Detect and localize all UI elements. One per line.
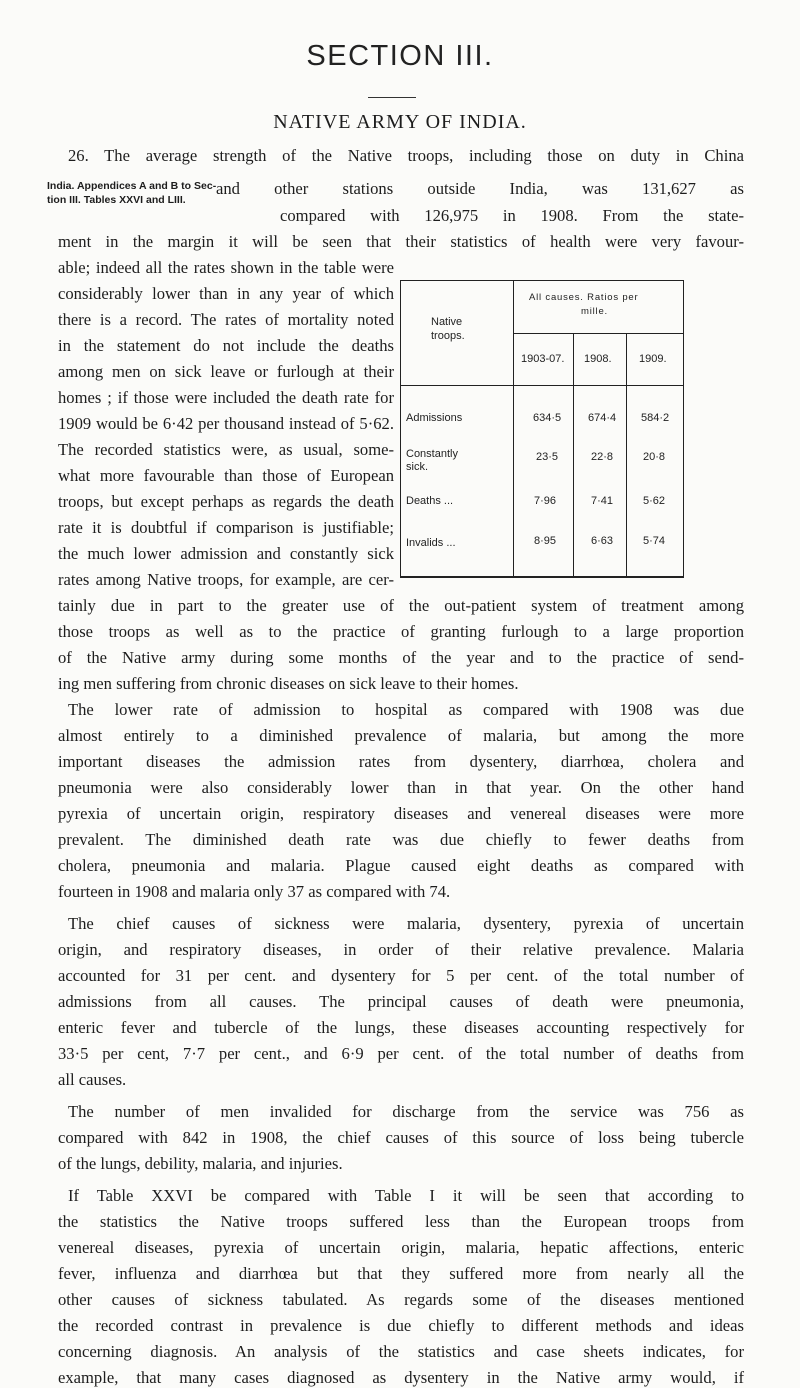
text-line: origin, and respiratory diseases, in order of their relative prevalence. Malaria (58, 940, 744, 959)
text-line: The lower rate of admission to hospital as compared with 1908 was due (68, 700, 744, 719)
text-line: other causes of sickness tabulated. As regards some of the diseases mentioned (58, 1290, 744, 1309)
chapter-title: NATIVE ARMY OF INDIA. (273, 111, 527, 133)
table-cell: 20·8 (643, 451, 666, 463)
text-line: there is a record. The rates of mortality noted (58, 310, 394, 329)
text-line: ing men suffering from chronic diseases on sick leave to their homes. (58, 674, 519, 693)
row-label-admissions: Admissions (406, 412, 463, 424)
text-line: those troops as well as to the practice of granting furlough to a large proportion (58, 622, 744, 641)
text-line: venereal diseases, pyrexia of uncertain origin, malaria, hepatic affections, enteric (58, 1238, 744, 1257)
text-line: the statistics the Native troops suffered less than the European troops from (58, 1212, 744, 1231)
side-note-line-2: tion III. Tables XXVI and LIII. (47, 194, 186, 206)
text-line: enteric fever and tubercle of the lungs, these diseases accounting respectively for (58, 1018, 744, 1037)
text-line: prevalent. The diminished death rate was due chiefly to fewer deaths from (58, 830, 744, 849)
text-line: ment in the margin it will be seen that their statistics of health were very favour- (58, 232, 744, 251)
text-line: compared with 126,975 in 1908. From the state- (280, 206, 744, 225)
text-line: rate it is doubtful if comparison is justifiable; (58, 518, 394, 537)
row-label-invalids: Invalids ... (406, 537, 456, 549)
section-title: SECTION III. (306, 40, 494, 72)
text-line: considerably lower than in any year of which (58, 284, 394, 303)
year-header-3: 1909. (639, 353, 667, 365)
text-line: tainly due in part to the greater use of the out-patient system of treatment among (58, 596, 744, 615)
group-header-line-2: mille. (581, 306, 608, 317)
text-line: of the lungs, debility, malaria, and injuries. (58, 1154, 343, 1173)
text-line: admissions from all causes. The principal causes of death were pneumonia, (58, 992, 744, 1011)
table-cell: 674·4 (588, 412, 617, 424)
year-header-2: 1908. (584, 353, 612, 365)
text-line: almost entirely to a diminished prevalence of malaria, but among the more (58, 726, 744, 745)
text-line: homes ; if those were included the death rate for (58, 388, 394, 407)
text-line: able; indeed all the rates shown in the table were (58, 258, 394, 277)
text-line: accounted for 31 per cent. and dysentery for 5 per cent. of the total number of (58, 966, 744, 985)
table-cell: 5·74 (643, 535, 666, 547)
table-cell: 6·63 (591, 535, 614, 547)
text-line: pneumonia were also considerably lower than in that year. On the other hand (58, 778, 744, 797)
text-line: The recorded statistics were, as usual, some- (58, 440, 394, 459)
table-cell: 8·95 (534, 535, 557, 547)
table-cell: 584·2 (641, 412, 670, 424)
text-line: the recorded contrast in prevalence is due chiefly to different methods and ideas (58, 1316, 744, 1335)
text-line: pyrexia of uncertain origin, respiratory diseases and venereal diseases were more (58, 804, 744, 823)
table-cell: 7·96 (534, 495, 557, 507)
text-line: compared with 842 in 1908, the chief causes of this source of loss being tubercle (58, 1128, 744, 1147)
text-line: The number of men invalided for discharge from the service was 756 as (68, 1102, 744, 1121)
text-line: example, that many cases diagnosed as dysentery in the Native army would, if (58, 1368, 744, 1387)
title-divider (368, 97, 416, 98)
text-line: important diseases the admission rates from dysentery, diarrhœa, cholera and (58, 752, 744, 771)
text-line: of the Native army during some months of the year and to the practice of send- (58, 648, 744, 667)
text-line: among men on sick leave or furlough at their (58, 362, 394, 381)
native-header-line-1: Native (431, 316, 463, 328)
text-line: all causes. (58, 1070, 127, 1089)
group-header-line-1: All causes. Ratios per (529, 292, 639, 303)
native-header-line-2: troops. (431, 330, 465, 342)
text-line: 33·5 per cent, 7·7 per cent., and 6·9 per cent. of the total number of deaths from (58, 1044, 744, 1063)
table-cell: 5·62 (643, 495, 666, 507)
table-cell: 22·8 (591, 451, 614, 463)
text-line: fever, influenza and diarrhœa but that they suffered more from nearly all the (58, 1264, 744, 1283)
row-label-sick: sick. (406, 461, 428, 473)
text-line: the much lower admission and constantly sick (58, 544, 394, 563)
table-cell: 634·5 (533, 412, 562, 424)
table-cell: 7·41 (591, 495, 614, 507)
text-line: and other stations outside India, was 131,627 as (216, 179, 744, 198)
ratios-table (400, 280, 684, 578)
text-line: 1909 would be 6·42 per thousand instead of 5·62. (58, 414, 394, 433)
row-label-deaths: Deaths ... (406, 495, 454, 507)
year-header-1: 1903-07. (521, 353, 565, 365)
table-cell: 23·5 (536, 451, 559, 463)
text-line: what more favourable than those of European (58, 466, 394, 485)
text-line: rates among Native troops, for example, are cer- (58, 570, 394, 589)
text-line: concerning diagnosis. An analysis of the statistics and case sheets indicates, for (58, 1342, 744, 1361)
text-line: cholera, pneumonia and malaria. Plague caused eight deaths as compared with (58, 856, 744, 875)
text-line: troops, but except perhaps as regards the death (58, 492, 394, 511)
row-label-constantly: Constantly (406, 448, 458, 460)
text-line: in the statement do not include the deaths (58, 336, 394, 355)
text-line: If Table XXVI be compared with Table I it will be seen that according to (68, 1186, 744, 1205)
text-line: 26. The average strength of the Native troops, including those on duty in China (68, 146, 744, 165)
text-line: fourteen in 1908 and malaria only 37 as compared with 74. (58, 882, 451, 901)
side-note-line-1: India. Appendices A and B to Sec- (47, 180, 217, 192)
text-line: The chief causes of sickness were malaria, dysentery, pyrexia of uncertain (68, 914, 744, 933)
